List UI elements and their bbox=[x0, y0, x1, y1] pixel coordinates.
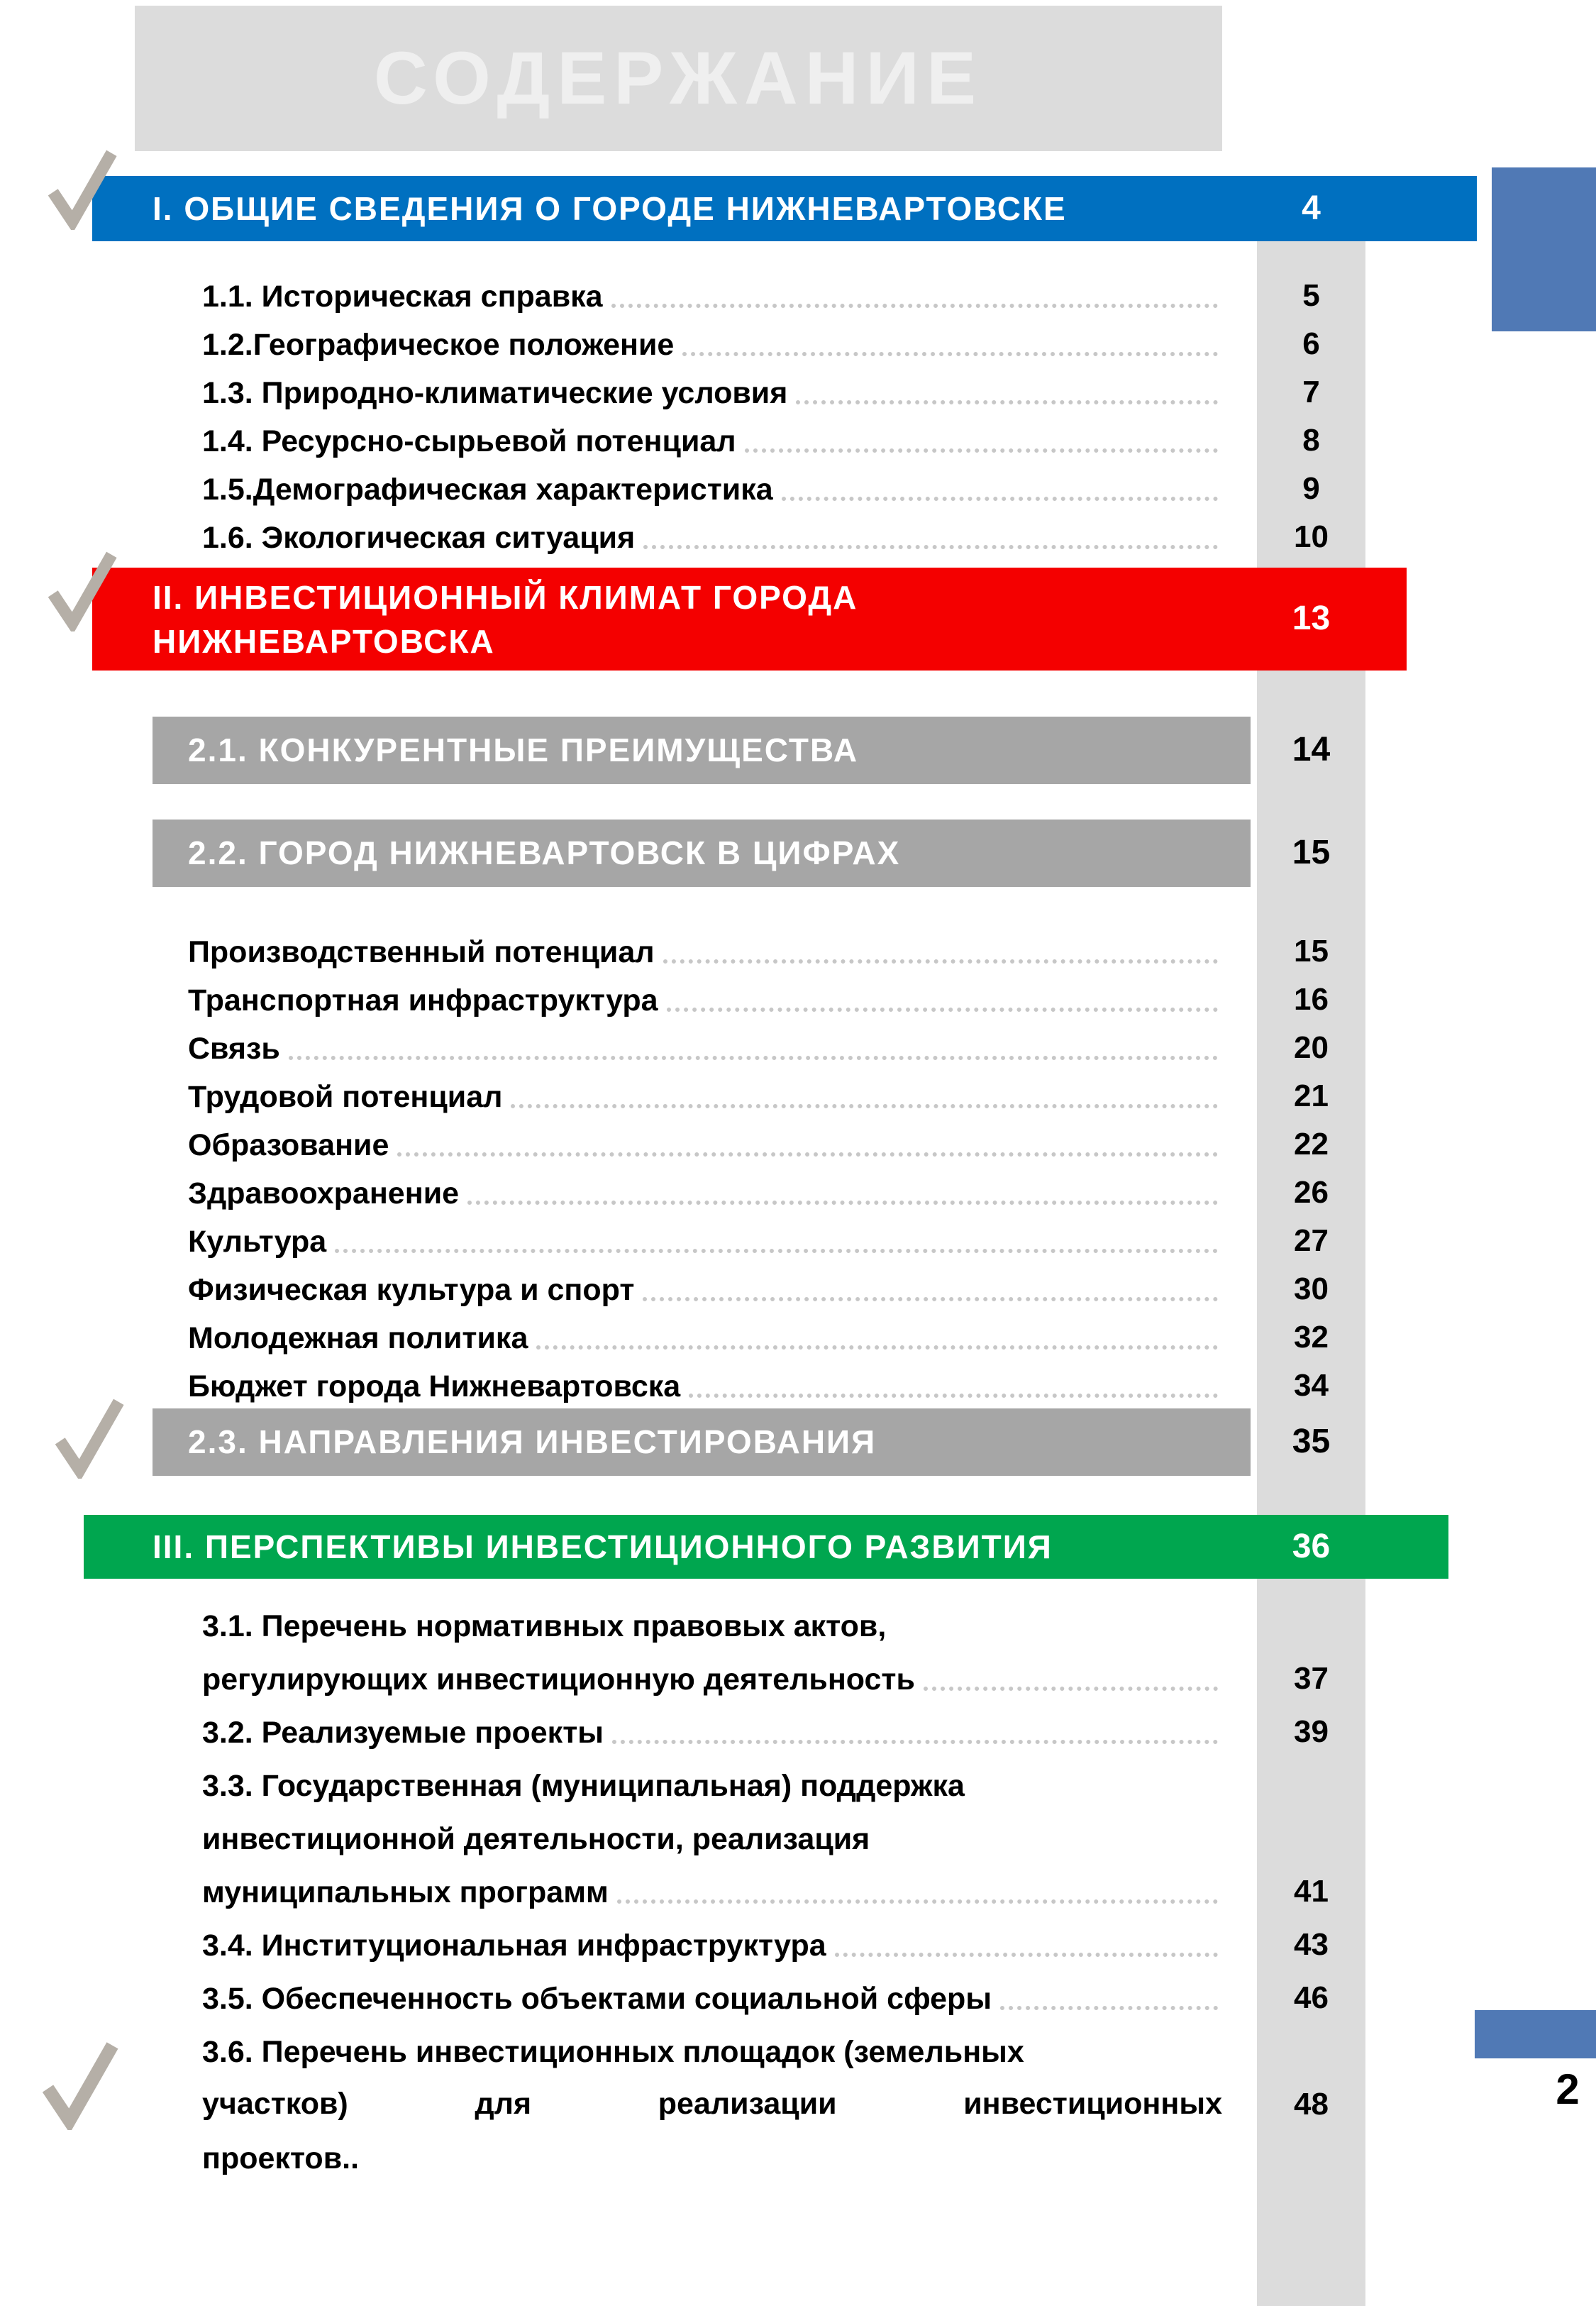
toc-entry-page: 6 bbox=[1302, 326, 1320, 361]
dotted-leader bbox=[617, 1899, 1218, 1904]
dotted-leader bbox=[289, 1056, 1218, 1060]
toc-entry-page: 30 bbox=[1294, 1271, 1329, 1306]
toc-entry-title bbox=[188, 1124, 1222, 1165]
toc-entry-title bbox=[202, 468, 1222, 509]
dotted-leader bbox=[924, 1687, 1218, 1691]
toc-entry-page: 15 bbox=[1294, 934, 1329, 969]
toc-entry-title bbox=[188, 979, 1222, 1020]
toc-entry-title bbox=[188, 1076, 1222, 1117]
toc-entry-text: Производственный потенциал bbox=[188, 935, 655, 969]
subsection-2-3-label: 2.3. НАПРАВЛЕНИЯ ИНВЕСТИРОВАНИЯ bbox=[188, 1423, 877, 1460]
subsection-2-3-header bbox=[153, 1408, 1251, 1476]
toc-entry-title bbox=[188, 931, 1222, 972]
subsection-2-1-page: 14 bbox=[1292, 731, 1331, 768]
toc-entry-text: Культура bbox=[188, 1225, 327, 1259]
dotted-leader bbox=[397, 1152, 1218, 1157]
dotted-leader bbox=[745, 448, 1218, 453]
toc-entry-title bbox=[202, 2137, 1222, 2178]
section-3-header bbox=[84, 1515, 1448, 1579]
toc-entry-page: 21 bbox=[1294, 1078, 1329, 1113]
dotted-leader bbox=[611, 304, 1218, 308]
checkmark-icon bbox=[41, 2038, 119, 2130]
toc-entry-text: 3.1. Перечень нормативных правовых актов, bbox=[202, 1609, 887, 1643]
section-3-page: 36 bbox=[1292, 1528, 1331, 1565]
toc-entry-text: проектов.. bbox=[202, 2141, 360, 2175]
subsection-2-2-header bbox=[153, 820, 1251, 887]
toc-entry-text: участков) для реализации инвестиционных bbox=[202, 2087, 1222, 2121]
toc-entry-text: 3.2. Реализуемые проекты bbox=[202, 1716, 604, 1750]
dotted-leader bbox=[796, 400, 1218, 404]
toc-entry-page: 5 bbox=[1302, 278, 1320, 313]
document-page-number: 2 bbox=[1556, 2065, 1580, 2113]
dotted-leader bbox=[782, 497, 1218, 501]
dotted-leader bbox=[663, 959, 1218, 964]
section-2-page: 13 bbox=[1292, 600, 1331, 637]
toc-entry-title bbox=[188, 1365, 1222, 1406]
toc-entry-page: 27 bbox=[1294, 1223, 1329, 1258]
toc-entry-text: 1.2.Географическое положение bbox=[202, 328, 675, 362]
dotted-leader bbox=[335, 1249, 1218, 1253]
dotted-leader bbox=[689, 1394, 1218, 1398]
dotted-leader bbox=[835, 1953, 1218, 1957]
toc-entry-title bbox=[202, 1924, 1222, 1965]
toc-entry-text: инвестиционной деятельности, реализация bbox=[202, 1822, 870, 1856]
toc-entry-title bbox=[202, 1977, 1222, 2019]
toc-entry-title bbox=[202, 1605, 1222, 1646]
toc-entry-text: муниципальных программ bbox=[202, 1875, 609, 1909]
toc-entry-title bbox=[188, 1269, 1222, 1310]
toc-entry-page: 9 bbox=[1302, 471, 1320, 506]
toc-entry-text: 1.6. Экологическая ситуация bbox=[202, 521, 636, 555]
checkmark-icon bbox=[47, 146, 118, 230]
section-3-label: III. ПЕРСПЕКТИВЫ ИНВЕСТИЦИОННОГО РАЗВИТИЯ bbox=[153, 1528, 1053, 1565]
toc-entry-title bbox=[202, 1818, 1222, 1859]
section-2-label-line2: НИЖНЕВАРТОВСКА bbox=[153, 623, 495, 660]
toc-entry-text: Молодежная политика bbox=[188, 1321, 528, 1355]
section-2-label-line1: II. ИНВЕСТИЦИОННЫЙ КЛИМАТ ГОРОДА bbox=[153, 579, 858, 616]
subsection-2-2-label: 2.2. ГОРОД НИЖНЕВАРТОВСК В ЦИФРАХ bbox=[188, 834, 901, 871]
subsection-2-3-page: 35 bbox=[1292, 1423, 1331, 1460]
toc-entry-page: 16 bbox=[1294, 982, 1329, 1017]
toc-entry-text: 3.3. Государственная (муниципальная) поддержка bbox=[202, 1769, 965, 1803]
toc-entry-title bbox=[202, 1765, 1222, 1806]
toc-entry-text: Транспортная инфраструктура bbox=[188, 983, 658, 1017]
toc-entry-page: 48 bbox=[1294, 2087, 1329, 2122]
toc-entry-title bbox=[202, 517, 1222, 558]
toc-entry-text: Трудовой потенциал bbox=[188, 1080, 503, 1114]
toc-entry-title bbox=[202, 2084, 1222, 2125]
section-1-label: I. ОБЩИЕ СВЕДЕНИЯ О ГОРОДЕ НИЖНЕВАРТОВСКЕ bbox=[153, 190, 1067, 227]
toc-entry-text: 1.3. Природно-климатические условия bbox=[202, 376, 788, 410]
toc-entry-page: 20 bbox=[1294, 1030, 1329, 1065]
toc-entry-page: 34 bbox=[1294, 1368, 1329, 1403]
section-2-label bbox=[153, 575, 858, 663]
section-1-page: 4 bbox=[1302, 189, 1321, 227]
toc-entry-title bbox=[202, 324, 1222, 365]
toc-entry-page: 37 bbox=[1294, 1661, 1329, 1696]
accent-box-top bbox=[1492, 167, 1596, 331]
toc-entry-page: 32 bbox=[1294, 1320, 1329, 1355]
toc-entry-text: регулирующих инвестиционную деятельность bbox=[202, 1662, 915, 1697]
section-2-header bbox=[92, 568, 1407, 671]
toc-entry-page: 41 bbox=[1294, 1874, 1329, 1909]
toc-entry-title bbox=[202, 2031, 1222, 2072]
subsection-2-2-page: 15 bbox=[1292, 834, 1331, 871]
toc-entry-title bbox=[202, 372, 1222, 413]
toc-entry-text: Образование bbox=[188, 1128, 389, 1162]
dotted-leader bbox=[682, 352, 1218, 356]
toc-entry-title bbox=[188, 1220, 1222, 1262]
toc-entry-page: 39 bbox=[1294, 1714, 1329, 1749]
toc-entry-title bbox=[202, 275, 1222, 316]
dotted-leader bbox=[467, 1201, 1218, 1205]
page-title: СОДЕРЖАНИЕ bbox=[135, 6, 1222, 151]
toc-entry-text: 1.1. Историческая справка bbox=[202, 280, 603, 314]
toc-entry-title bbox=[202, 1711, 1222, 1753]
toc-entry-page: 26 bbox=[1294, 1175, 1329, 1210]
toc-entry-title bbox=[188, 1027, 1222, 1069]
toc-entry-page: 22 bbox=[1294, 1127, 1329, 1162]
toc-entry-text: Связь bbox=[188, 1032, 280, 1066]
toc-entry-page: 46 bbox=[1294, 1980, 1329, 2015]
toc-entry-text: Здравоохранение bbox=[188, 1176, 460, 1210]
dotted-leader bbox=[1000, 2006, 1218, 2010]
dotted-leader bbox=[511, 1104, 1218, 1108]
toc-entry-text: 3.6. Перечень инвестиционных площадок (земельных bbox=[202, 2035, 1024, 2069]
toc-entry-text: 3.4. Институциональная инфраструктура bbox=[202, 1929, 826, 1963]
toc-entry-text: 3.5. Обеспеченность объектами социальной сферы bbox=[202, 1982, 992, 2016]
toc-entry-title bbox=[188, 1172, 1222, 1213]
toc-entry-text: 1.5.Демографическая характеристика bbox=[202, 473, 773, 507]
checkmark-icon bbox=[54, 1395, 125, 1479]
toc-entry-page: 43 bbox=[1294, 1927, 1329, 1962]
dotted-leader bbox=[667, 1008, 1218, 1012]
toc-entry-title bbox=[188, 1317, 1222, 1358]
subsection-2-1-label: 2.1. КОНКУРЕНТНЫЕ ПРЕИМУЩЕСТВА bbox=[188, 732, 859, 768]
dotted-leader bbox=[612, 1740, 1218, 1744]
accent-box-bottom bbox=[1475, 2010, 1596, 2058]
toc-entry-title bbox=[202, 420, 1222, 461]
dotted-leader bbox=[643, 545, 1218, 549]
dotted-leader bbox=[536, 1345, 1218, 1350]
toc-entry-title bbox=[202, 1871, 1222, 1912]
toc-entry-title bbox=[202, 1658, 1222, 1699]
toc-entry-text: Физическая культура и спорт bbox=[188, 1273, 635, 1307]
toc-entry-text: Бюджет города Нижневартовска bbox=[188, 1369, 681, 1403]
toc-entry-page: 8 bbox=[1302, 423, 1320, 458]
dotted-leader bbox=[643, 1297, 1218, 1301]
subsection-2-1-header bbox=[153, 717, 1251, 784]
toc-entry-text: 1.4. Ресурсно-сырьевой потенциал bbox=[202, 424, 736, 458]
toc-entry-page: 7 bbox=[1302, 375, 1320, 409]
toc-entry-page: 10 bbox=[1294, 519, 1329, 554]
checkmark-icon bbox=[47, 548, 118, 631]
